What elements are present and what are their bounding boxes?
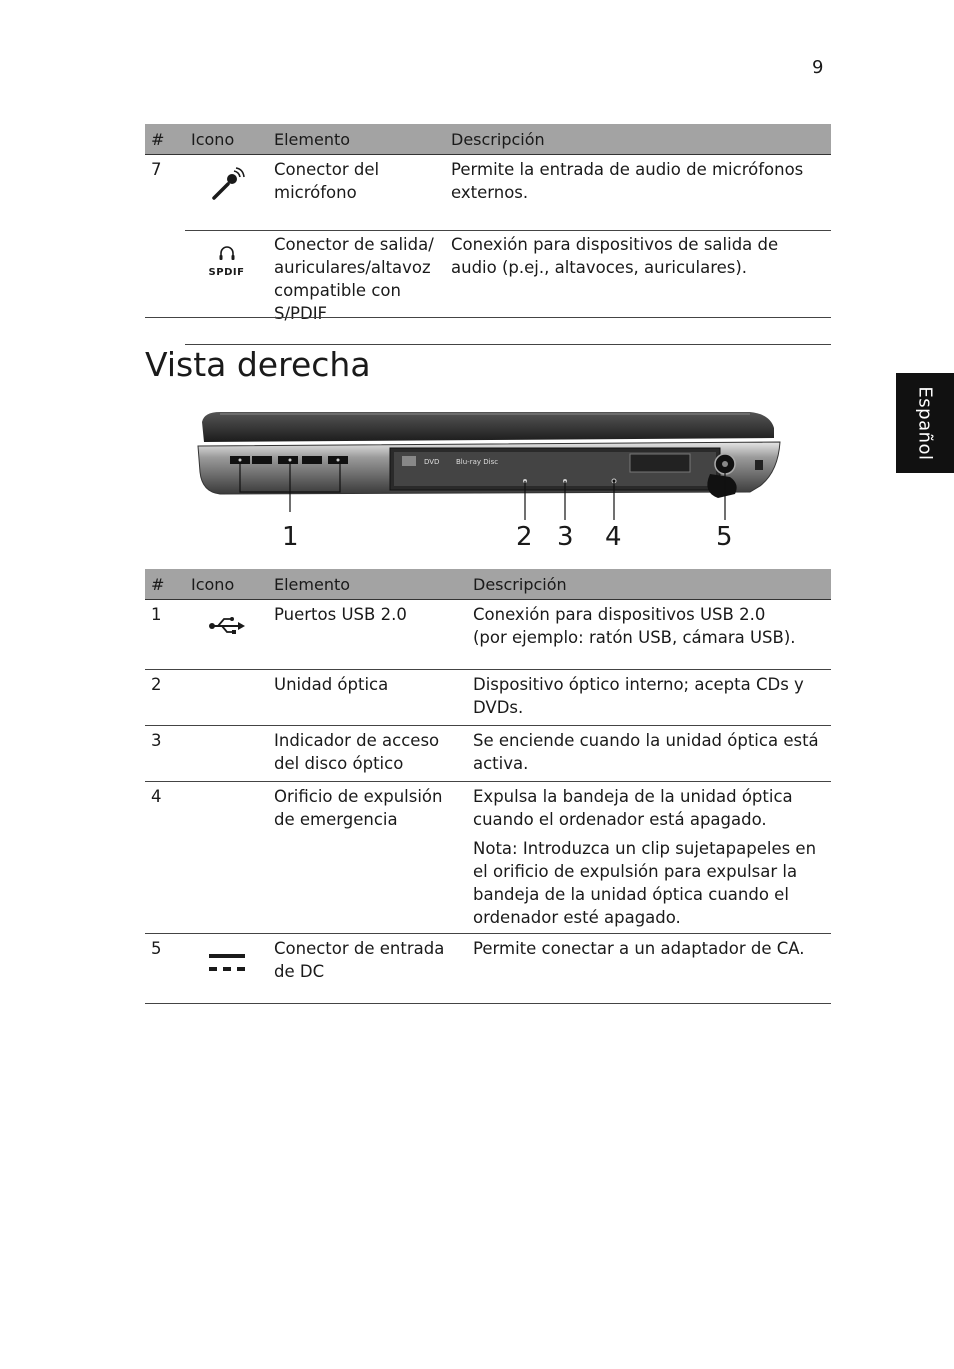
note-paragraph (473, 837, 825, 929)
table-row (145, 600, 831, 670)
row-description (467, 782, 831, 934)
header-element: Elemento (268, 124, 445, 155)
dc-in-icon (209, 952, 245, 974)
section-title: Vista derecha (145, 345, 371, 384)
row-description: Dispositivo óptico interno; acepta CDs y DVDs. (467, 670, 831, 726)
spdif-label: SPDIF (208, 267, 245, 278)
row-icon-cell (185, 600, 268, 670)
row-number: 1 (145, 600, 185, 670)
row-description: Conexión para dispositivos de salida de audio (p.ej., altavoces, auriculares). (445, 231, 831, 345)
row-number: 7 (151, 160, 162, 179)
row-description: Se enciende cuando la unidad óptica está activa. (467, 726, 831, 782)
drive-label-bluray: Blu-ray Disc (456, 458, 499, 466)
row-description-line1: Conexión para dispositivos USB 2.0 (473, 605, 766, 624)
header-num: # (145, 124, 185, 155)
language-tab-label: Español (914, 385, 936, 461)
header-num: # (145, 569, 185, 600)
row-description (467, 600, 831, 670)
note-text: Introduzca un clip sujetapapeles en el orificio de expulsión para expulsar la bandeja de la unidad óptica cuando el ordenador esté apagado. (473, 839, 817, 927)
row-number: 2 (145, 670, 185, 726)
language-tab (896, 373, 954, 473)
drive-label-dvd: DVD (424, 458, 440, 466)
page-number: 9 (812, 57, 824, 78)
callout-2: 2 (516, 522, 533, 552)
row-icon-cell (185, 726, 268, 782)
row-icon-cell (185, 782, 268, 934)
row-element: Indicador de acceso del disco óptico (268, 726, 467, 782)
row-description-line2: (por ejemplo: ratón USB, cámara USB). (473, 628, 796, 647)
callout-3: 3 (557, 522, 574, 552)
row-icon-cell (185, 670, 268, 726)
callout-1: 1 (282, 522, 299, 552)
table-row (145, 231, 831, 345)
row-description: Permite la entrada de audio de micrófonos externos. (445, 155, 831, 231)
usb-icon (208, 616, 246, 634)
row-element: Unidad óptica (268, 670, 467, 726)
audio-ports-table (145, 124, 831, 345)
table-bottom-rule (145, 317, 831, 318)
row-number: 5 (145, 934, 185, 1004)
headphone-icon (218, 245, 236, 261)
row-element: Puertos USB 2.0 (268, 600, 467, 670)
header-description: Descripción (467, 569, 831, 600)
table-header-row (145, 569, 831, 600)
callout-5: 5 (716, 522, 733, 552)
microphone-icon (209, 167, 245, 203)
table-row (145, 155, 831, 231)
table-row (145, 782, 831, 934)
table-row (145, 670, 831, 726)
laptop-right-side-illustration (190, 402, 790, 562)
row-element: Orificio de expulsión de emergencia (268, 782, 467, 934)
header-icon: Icono (185, 569, 268, 600)
note-label: Nota: (473, 839, 518, 858)
row-description: Permite conectar a un adaptador de CA. (467, 934, 831, 1004)
row-number: 4 (145, 782, 185, 934)
header-description: Descripción (445, 124, 831, 155)
row-number: 3 (145, 726, 185, 782)
row-icon-cell (185, 231, 268, 345)
callout-4: 4 (605, 522, 622, 552)
table-header-row (145, 124, 831, 155)
row-icon-cell (185, 155, 268, 231)
table-row (145, 726, 831, 782)
row-element: Conector del micrófono (268, 155, 445, 231)
header-icon: Icono (185, 124, 268, 155)
row-icon-cell (185, 934, 268, 1004)
laptop-right-view-figure (190, 402, 790, 562)
table-row (145, 934, 831, 1004)
row-element: Conector de salida/ auriculares/altavoz compatible con S/PDIF (268, 231, 445, 345)
row-description-text: Expulsa la bandeja de la unidad óptica cuando el ordenador está apagado. (473, 787, 793, 829)
row-element: Conector de entrada de DC (268, 934, 467, 1004)
header-element: Elemento (268, 569, 467, 600)
right-view-table (145, 569, 831, 1004)
